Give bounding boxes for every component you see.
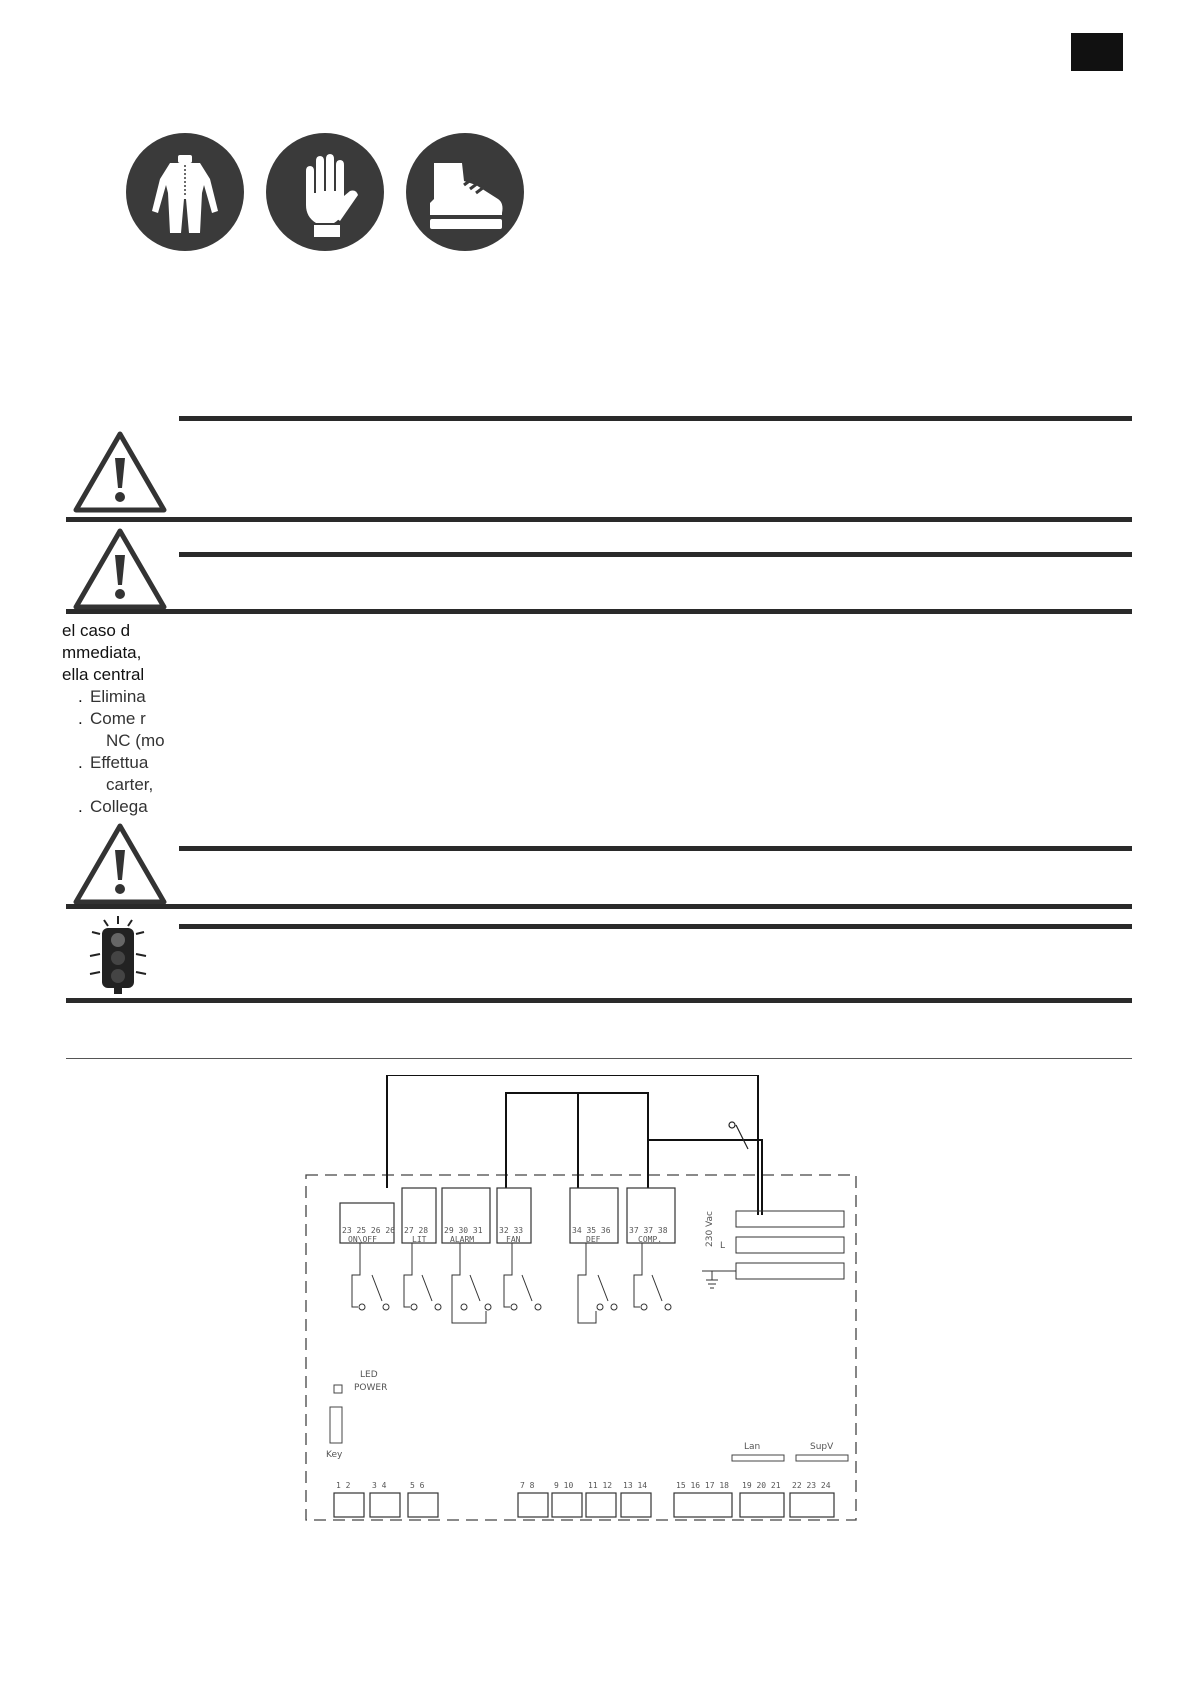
- supply-voltage-label: 230 Vac: [705, 1211, 715, 1247]
- supv-connector: [796, 1455, 848, 1461]
- section-rule: [179, 416, 1132, 421]
- section-divider: [66, 1058, 1132, 1059]
- traffic-light-icon: [86, 916, 150, 996]
- bottom-terminal-label: 5 6: [410, 1481, 425, 1490]
- section-rule: [66, 998, 1132, 1003]
- truncated-text-block: [62, 620, 170, 818]
- bottom-terminal-label: 9 10: [554, 1481, 574, 1490]
- bottom-terminal-blocks: [334, 1493, 834, 1517]
- relay-label-def: DEF: [586, 1235, 601, 1244]
- list-item: . Elimina: [78, 687, 146, 706]
- supv-label: SupV: [810, 1442, 834, 1452]
- relay-label-fan: FAN: [506, 1235, 521, 1244]
- relay-terminals-alarm: 29 30 31: [444, 1226, 483, 1235]
- relay-contacts: [352, 1243, 671, 1323]
- lan-connector: [732, 1455, 784, 1461]
- external-wiring: [387, 1075, 762, 1215]
- list-item: . Effettua: [78, 753, 149, 772]
- bottom-terminal-label: 22 23 24: [792, 1481, 831, 1490]
- text-line: el caso d: [62, 621, 131, 640]
- led-label: LED: [360, 1370, 378, 1380]
- list-item-cont: carter,: [106, 775, 154, 794]
- safety-boots-icon: [406, 133, 524, 251]
- section-rule: [179, 552, 1132, 557]
- bottom-terminal-label: 1 2: [336, 1481, 351, 1490]
- bottom-terminal-label: 13 14: [623, 1481, 648, 1490]
- section-rule: [179, 846, 1132, 851]
- wiring-diagram: [300, 1075, 870, 1535]
- relay-terminals-lit: 27 28: [404, 1226, 429, 1235]
- warning-triangle-icon: [72, 822, 168, 906]
- text-line: ella central: [62, 665, 145, 684]
- relay-label-on-off: ON\OFF: [348, 1235, 377, 1244]
- relay-terminals-on-off: 23 25 26 26: [342, 1226, 395, 1235]
- warning-triangle-icon: [72, 527, 168, 611]
- list-item: . Come r: [78, 709, 146, 728]
- bottom-terminal-label: 3 4: [372, 1481, 387, 1490]
- list-item: . Collega: [78, 797, 148, 816]
- power-led: [334, 1385, 342, 1393]
- relay-terminals-comp: 37 37 38: [629, 1226, 668, 1235]
- relay-label-alarm: ALARM: [450, 1235, 475, 1244]
- line-label: L: [720, 1241, 726, 1251]
- key-slot: [330, 1407, 342, 1443]
- relay-terminals-def: 34 35 36: [572, 1226, 611, 1235]
- lan-label: Lan: [744, 1442, 761, 1452]
- page-tab-marker: [1071, 33, 1123, 71]
- gloves-icon: [266, 133, 384, 251]
- bottom-terminal-label: 7 8: [520, 1481, 535, 1490]
- list-item-cont: NC (mo: [106, 731, 165, 750]
- relay-label-comp: COMP.: [638, 1235, 663, 1244]
- section-rule: [66, 517, 1132, 522]
- section-rule: [66, 904, 1132, 909]
- section-rule: [179, 924, 1132, 929]
- key-label: Key: [326, 1450, 343, 1460]
- relay-label-lit: LIT: [412, 1235, 427, 1244]
- coverall-icon: [126, 133, 244, 251]
- text-line: mmediata,: [62, 643, 142, 662]
- power-label: POWER: [354, 1383, 388, 1393]
- relay-terminals-fan: 32 33: [499, 1226, 524, 1235]
- section-rule: [66, 609, 1132, 614]
- bottom-terminal-label: 15 16 17 18: [676, 1481, 729, 1490]
- warning-triangle-icon: [72, 430, 168, 514]
- bottom-terminal-label: 19 20 21: [742, 1481, 781, 1490]
- bottom-terminal-label: 11 12: [588, 1481, 613, 1490]
